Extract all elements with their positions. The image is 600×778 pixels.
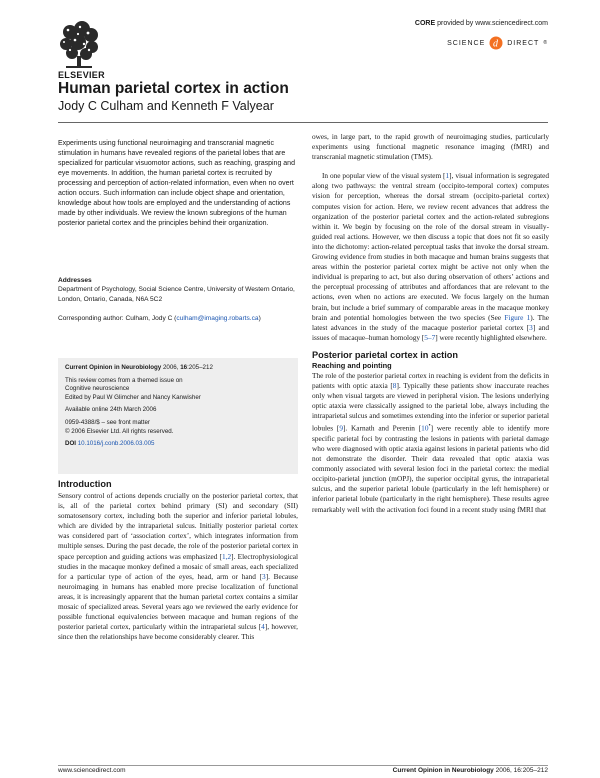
- provided-text: provided by www.sciencedirect.com: [437, 20, 548, 27]
- recommended-marker: •: [428, 423, 431, 430]
- introduction-section: [58, 479, 298, 642]
- corresponding-prefix: Corresponding author: Culham, Jody C (: [58, 315, 177, 322]
- journal-citation: [65, 364, 291, 373]
- addresses-heading: Addresses: [58, 277, 92, 284]
- ref-link[interactable]: 3: [262, 571, 266, 581]
- subsection-heading: Reaching and pointing: [312, 360, 392, 370]
- ref-link[interactable]: 10: [421, 423, 429, 433]
- footer-website[interactable]: www.sciencedirect.com: [58, 767, 126, 774]
- copyright: © 2006 Elsevier Ltd. All rights reserved.: [65, 427, 174, 435]
- editors: Edited by Paul W Glimcher and Nancy Kanwisher: [65, 393, 201, 401]
- section-heading: Posterior parietal cortex in action: [312, 349, 459, 360]
- article-authors: Jody C Culham and Kenneth F Valyear: [58, 99, 274, 113]
- figure-link[interactable]: Figure 1: [504, 312, 531, 322]
- available-online: Available online 24th March 2006: [65, 406, 157, 414]
- footer-citation-detail: 2006, 16:205–212: [493, 767, 548, 774]
- right-column: [312, 132, 549, 515]
- author-email-link[interactable]: culham@imaging.robarts.ca: [176, 315, 259, 322]
- ref-link[interactable]: 9: [339, 423, 343, 433]
- citation-year: 2006,: [161, 364, 181, 371]
- corresponding-author: [58, 314, 298, 323]
- continued-paragraph: owes, in large part, to the rapid growth of neuroimaging studies, particularly experiments using functional magnetic resonance imaging (fMRI) and transcranial magnetic stimulation (TMS).: [312, 132, 549, 162]
- sciencedirect-d-icon: [489, 36, 503, 50]
- citation-pages: :205–212: [187, 364, 213, 371]
- sd-left-word: SCIENCE: [447, 39, 486, 47]
- header-rule: [58, 122, 548, 123]
- core-label: CORE: [414, 20, 436, 27]
- ref-link[interactable]: 5–7: [424, 332, 436, 342]
- ref-link[interactable]: 4: [261, 622, 265, 632]
- sciencedirect-brand: [447, 36, 548, 50]
- addresses-text: Department of Psychology, Social Science Centre, University of Western Ontario, London, Ontario, Canada, N6A 5C2: [58, 286, 295, 303]
- svg-text:d: d: [493, 38, 500, 50]
- article-title: Human parietal cortex in action: [58, 80, 289, 97]
- article-info-box: [58, 358, 298, 474]
- doi-label: DOI: [65, 440, 78, 448]
- ref-link[interactable]: 1,2: [222, 551, 232, 561]
- provided-by-banner[interactable]: [415, 20, 548, 27]
- addresses-block: [58, 276, 298, 304]
- citation-volume: 16: [180, 364, 188, 371]
- ref-link[interactable]: 1: [445, 171, 450, 181]
- ref-link[interactable]: 8: [392, 380, 397, 390]
- journal-name: Current Opinion in Neurobiology: [65, 364, 162, 371]
- elsevier-tree-logo: [58, 20, 100, 70]
- sd-right-word: DIRECT: [507, 39, 540, 47]
- reaching-paragraph: The role of the posterior parietal cortex in reaching is evident from the deficits in patients with optic ataxia [8]. Typically these patients show inaccurate reaches only when visual targets are viewed in peripheral vision. The lesions underlying optic ataxia were classically assigned to the parietal lobe, always including the intraparietal sulcus and sometimes extending into the inferior or superior parietal lobules [9]. Karnath and Perenin [10•] were recently able to identify more specific parietal foci by contrasting the lesions in patients with parietal damage who were diagnosed with optic ataxia against lesions in parietal patients who did not demonstrate the disorder. Their data revealed that optic ataxia was commonly associated with several lesion foci in the parietal cortex: the medial occipito-parietal junction (mOPJ), the superior occipital gyrus, the intraparietal sulcus, and the superior parietal lobule (particularly in the left hemisphere) or inferior parietal lobule (particularly in the right hemisphere). These results agree remarkably well with the activation foci found in a recent study using fMRI that: [312, 370, 549, 514]
- sd-trademark: ®: [543, 40, 548, 46]
- footer-citation: [393, 767, 548, 774]
- visual-system-paragraph: In one popular view of the visual system [1], visual information is segregated along two pathways: the ventral stream (occipito-temporal cortex) computes vision for perception, whereas the dorsal stream (occipito-parietal cortex) computes vision for action. Here, we review recent advances that address the organization of the posterior parietal cortex and the action-related subregions within it. We begin by focusing on the role of the dorsal stream in visually-guided real actions. However, we then discuss a topic that does not fit so easily into the dichotomy: action-related perceptual tasks that invoke the dorsal stream. Growing evidence from studies in both macaque and human brains suggests that areas within the posterior parietal cortex might be active not only when the individual is preparing to act, but also during observation of others’ actions and the perceptual processing of attributes and affordances that are relevant to the actions, even when no actions are executed. We focus largely on the human brain, but include a brief summary of comparable areas in the macaque monkey brain and potential homologies between the two species (See Figure 1). The latest advances in the study of the macaque posterior parietal cortex [3] and issues of macaque–human homology [5–7] were recently highlighted elsewhere.: [312, 171, 549, 342]
- issue-line-1: This review comes from a themed issue on: [65, 376, 183, 384]
- footer-rule: [58, 765, 548, 766]
- introduction-heading: Introduction: [58, 479, 112, 489]
- ref-link[interactable]: 3: [529, 322, 533, 332]
- doi-line: [65, 440, 291, 449]
- issn: 0959-4388/$ – see front matter: [65, 418, 150, 426]
- doi-link[interactable]: 10.1016/j.conb.2006.03.005: [77, 440, 155, 448]
- issue-line-2: Cognitive neuroscience: [65, 385, 130, 393]
- publisher-name: ELSEVIER: [58, 70, 105, 80]
- abstract: Experiments using functional neuroimaging and transcranial magnetic stimulation in humans have revealed regions of the parietal lobes that are specialized for particular visuomotor actions, such as reaching, grasping and eye movements. In addition, the human parietal cortex is recruited by processing and perception of action-related information, even when no overt action occurs. Such information can include object shape and orientation, knowledge about how tools are employed and the understanding of actions made by other individuals. We review the known subregions of the human posterior parietal cortex and the principles behind their organization.: [58, 140, 295, 227]
- corresponding-suffix: ): [258, 315, 261, 322]
- footer-journal: Current Opinion in Neurobiology: [392, 767, 494, 774]
- introduction-paragraph: Sensory control of actions depends crucially on the posterior parietal cortex, that is, all of the parietal cortex behind primary (SI) and secondary (SII) somatosensory cortex, including both the superior and inferior parietal lobules, which are divided by the intraparietal sulcus. Initially posterior parietal cortex was considered part of ‘association cortex’, which integrates information from multiple senses. During the past decade, the role of the posterior parietal cortex in space perception and guiding actions was emphasized [1,2]. Electrophysiological studies in the macaque monkey defined a mosaic of small areas, each specialized for a particular type of action of the eyes, head, arm or hand [3]. Because neuroimaging in humans has enabled more precise localization of functional areas, it is increasingly apparent that the human parietal cortex contains a similar mosaic of specialized areas. Several years ago we reviewed the early evidence for possible functional equivalencies between macaque and human regions of the posterior parietal cortex, particularly within the intraparietal sulcus [4], however, since then the relationships have become considerably clearer. This: [58, 491, 299, 642]
